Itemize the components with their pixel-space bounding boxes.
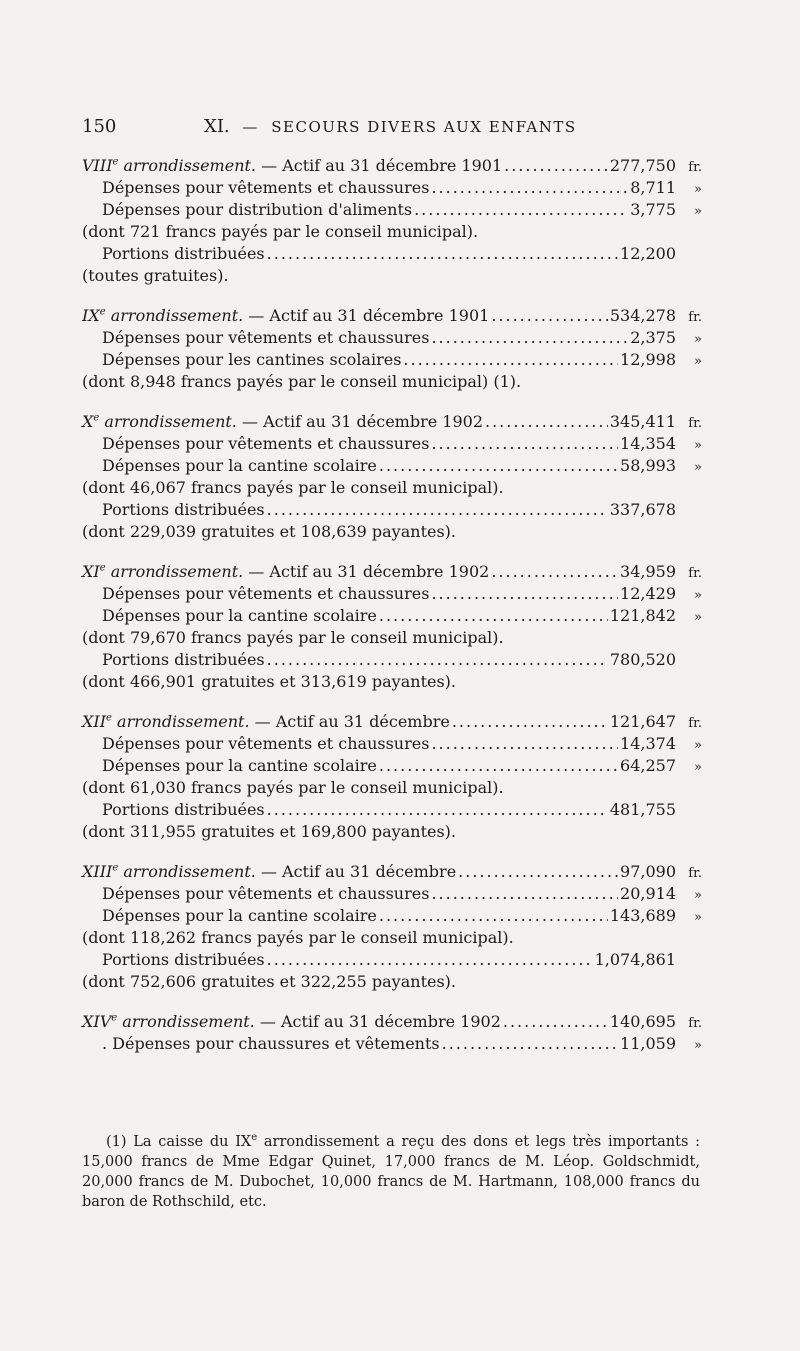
expense-value: 2,375 — [630, 328, 676, 347]
actif-label: — Actif au 31 décembre — [260, 862, 457, 881]
district-actif-line — [82, 711, 702, 733]
district-section — [82, 861, 702, 993]
expense-label: Dépenses pour la cantine scolaire — [102, 906, 377, 925]
ditto-mark: » — [694, 738, 702, 753]
expense-value: 20,914 — [620, 884, 676, 903]
district-section — [82, 155, 702, 287]
expense-value: 143,689 — [609, 906, 676, 925]
leader-dots — [491, 561, 618, 583]
funding-note: (dont 8,948 francs payés par le conseil municipal) (1). — [82, 372, 522, 391]
ditto-mark: » — [694, 438, 702, 453]
funding-note: (dont 79,670 francs payés par le conseil municipal). — [82, 628, 504, 647]
actif-value: 97,090 — [620, 862, 676, 881]
leader-dots — [504, 155, 608, 177]
district-name: VIIIe arrondissement. — [82, 156, 257, 175]
leader-dots — [442, 1033, 618, 1055]
leader-dots — [491, 305, 608, 327]
leader-dots — [403, 349, 618, 371]
funding-note: (dont 46,067 francs payés par le conseil municipal). — [82, 478, 504, 497]
chapter-number: XI. — [204, 116, 230, 137]
footnote — [82, 1132, 700, 1212]
title-dash: — — [242, 118, 259, 136]
portions-note: (dont 466,901 gratuites et 313,619 payantes). — [82, 672, 456, 691]
expense-label: . Dépenses pour chaussures et vêtements — [102, 1034, 440, 1053]
ditto-mark: » — [694, 888, 702, 903]
expense-label: Dépenses pour vêtements et chaussures — [102, 178, 430, 197]
actif-label: — Actif au 31 décembre 1902 — [248, 562, 490, 581]
district-section — [82, 1011, 702, 1055]
expense-value: 3,775 — [630, 200, 676, 219]
district-name: XIVe arrondissement. — [82, 1012, 255, 1031]
section-gap — [82, 993, 702, 1011]
district-name: Xe arrondissement. — [82, 412, 237, 431]
district-name: XIIIe arrondissement. — [82, 862, 256, 881]
portions-note: (dont 752,606 gratuites et 322,255 payantes). — [82, 972, 456, 991]
leader-dots — [267, 649, 608, 671]
district-actif-line — [82, 1011, 702, 1033]
expense-value: 14,374 — [620, 734, 676, 753]
funding-note: (dont 118,262 francs payés par le conseil municipal). — [82, 928, 514, 947]
ditto-mark: » — [694, 610, 702, 625]
actif-label: — Actif au 31 décembre 1901 — [261, 156, 503, 175]
portions-value: 481,755 — [609, 800, 676, 819]
portions-label: Portions distribuées — [102, 244, 265, 263]
expense-label: Dépenses pour vêtements et chaussures — [102, 584, 430, 603]
section-gap — [82, 543, 702, 561]
portions-value: 1,074,861 — [594, 950, 676, 969]
district-actif-line — [82, 155, 702, 177]
leader-dots — [431, 177, 628, 199]
district-section — [82, 711, 702, 843]
actif-label: — Actif au 31 décembre — [254, 712, 450, 731]
page-header — [82, 116, 700, 144]
section-gap — [82, 393, 702, 411]
ditto-mark: » — [694, 204, 702, 219]
leader-dots — [379, 605, 608, 627]
chapter-title: SECOURS DIVERS AUX ENFANTS — [271, 118, 577, 136]
currency-unit: fr. — [688, 1016, 702, 1031]
ditto-mark: » — [694, 760, 702, 775]
leader-dots — [431, 733, 618, 755]
funding-note: (dont 721 francs payés par le conseil municipal). — [82, 222, 479, 241]
currency-unit: fr. — [688, 866, 702, 881]
expense-line — [82, 883, 702, 905]
leader-dots — [267, 799, 608, 821]
expense-line — [82, 199, 702, 221]
portions-value: 337,678 — [609, 500, 676, 519]
currency-unit: fr. — [688, 310, 702, 325]
leader-dots — [267, 949, 593, 971]
actif-value: 140,695 — [609, 1012, 676, 1031]
leader-dots — [379, 755, 618, 777]
district-section — [82, 561, 702, 693]
portions-label: Portions distribuées — [102, 950, 265, 969]
section-gap — [82, 287, 702, 305]
ditto-mark: » — [694, 460, 702, 475]
footnote-text-b: arrondissement a reçu des dons et legs très importants : 15,000 francs de Mme Edgar Quinet, 17,000 francs de M. Léop. Goldschmidt, 20,000 francs de M. Dubochet, 10,000 francs de M. Hartmann, 108,000 francs du baron de Rothschild, etc. — [82, 1134, 700, 1210]
footnote-text-a: (1) La caisse du IX — [106, 1134, 252, 1150]
expense-value: 12,429 — [620, 584, 676, 603]
expense-line — [82, 1033, 702, 1055]
leader-dots — [267, 243, 618, 265]
portions-label: Portions distribuées — [102, 650, 265, 669]
expense-value: 14,354 — [620, 434, 676, 453]
district-actif-line — [82, 305, 702, 327]
running-title — [204, 116, 577, 137]
expense-line — [82, 755, 702, 777]
ditto-mark: » — [694, 1038, 702, 1053]
leader-dots — [379, 455, 618, 477]
expense-label: Dépenses pour vêtements et chaussures — [102, 434, 430, 453]
expense-label: Dépenses pour la cantine scolaire — [102, 456, 377, 475]
expense-line — [82, 327, 702, 349]
ditto-mark: » — [694, 910, 702, 925]
actif-value: 121,647 — [609, 712, 676, 731]
leader-dots — [452, 711, 608, 733]
actif-label: — Actif au 31 décembre 1902 — [241, 412, 483, 431]
portions-label: Portions distribuées — [102, 800, 265, 819]
expense-value: 58,993 — [620, 456, 676, 475]
district-actif-line — [82, 861, 702, 883]
portions-value: 12,200 — [620, 244, 676, 263]
ditto-mark: » — [694, 354, 702, 369]
leader-dots — [485, 411, 608, 433]
district-actif-line — [82, 561, 702, 583]
expense-label: Dépenses pour la cantine scolaire — [102, 606, 377, 625]
actif-value: 534,278 — [609, 306, 676, 325]
leader-dots — [431, 583, 618, 605]
leader-dots — [503, 1011, 608, 1033]
leader-dots — [414, 199, 628, 221]
currency-unit: fr. — [688, 416, 702, 431]
actif-label: — Actif au 31 décembre 1902 — [259, 1012, 501, 1031]
district-name: XIe arrondissement. — [82, 562, 244, 581]
leader-dots — [267, 499, 608, 521]
district-name: XIIe arrondissement. — [82, 712, 250, 731]
actif-value: 277,750 — [609, 156, 676, 175]
portions-note: (dont 229,039 gratuites et 108,639 payantes). — [82, 522, 456, 541]
expense-label: Dépenses pour vêtements et chaussures — [102, 734, 430, 753]
page-body — [82, 155, 702, 1055]
currency-unit: fr. — [688, 566, 702, 581]
expense-label: Dépenses pour la cantine scolaire — [102, 756, 377, 775]
leader-dots — [379, 905, 608, 927]
expense-line — [82, 605, 702, 627]
actif-label: — Actif au 31 décembre 1901 — [248, 306, 490, 325]
portions-line — [82, 499, 702, 521]
expense-line — [82, 349, 702, 371]
expense-line — [82, 733, 702, 755]
district-section — [82, 305, 702, 393]
district-section — [82, 411, 702, 543]
portions-note: (dont 311,955 gratuites et 169,800 payantes). — [82, 822, 456, 841]
leader-dots — [431, 433, 618, 455]
portions-line — [82, 649, 702, 671]
expense-label: Dépenses pour vêtements et chaussures — [102, 884, 430, 903]
actif-value: 34,959 — [620, 562, 676, 581]
expense-label: Dépenses pour distribution d'aliments — [102, 200, 413, 219]
expense-label: Dépenses pour vêtements et chaussures — [102, 328, 430, 347]
ditto-mark: » — [694, 332, 702, 347]
district-name: IXe arrondissement. — [82, 306, 244, 325]
portions-note: (toutes gratuites). — [82, 266, 229, 285]
portions-label: Portions distribuées — [102, 500, 265, 519]
expense-line — [82, 433, 702, 455]
portions-line — [82, 799, 702, 821]
expense-value: 121,842 — [609, 606, 676, 625]
footnote-sup: e — [251, 1132, 258, 1144]
portions-value: 780,520 — [609, 650, 676, 669]
expense-value: 64,257 — [620, 756, 676, 775]
expense-value: 8,711 — [630, 178, 676, 197]
ditto-mark: » — [694, 588, 702, 603]
expense-line — [82, 905, 702, 927]
currency-unit: fr. — [688, 716, 702, 731]
leader-dots — [431, 327, 628, 349]
expense-value: 11,059 — [620, 1034, 676, 1053]
expense-line — [82, 177, 702, 199]
leader-dots — [431, 883, 618, 905]
leader-dots — [458, 861, 618, 883]
portions-line — [82, 243, 702, 265]
page-number: 150 — [82, 116, 117, 137]
actif-value: 345,411 — [609, 412, 676, 431]
expense-line — [82, 455, 702, 477]
ditto-mark: » — [694, 182, 702, 197]
section-gap — [82, 843, 702, 861]
expense-value: 12,998 — [620, 350, 676, 369]
currency-unit: fr. — [688, 160, 702, 175]
expense-line — [82, 583, 702, 605]
expense-label: Dépenses pour les cantines scolaires — [102, 350, 402, 369]
district-actif-line — [82, 411, 702, 433]
funding-note: (dont 61,030 francs payés par le conseil municipal). — [82, 778, 504, 797]
portions-line — [82, 949, 702, 971]
section-gap — [82, 693, 702, 711]
